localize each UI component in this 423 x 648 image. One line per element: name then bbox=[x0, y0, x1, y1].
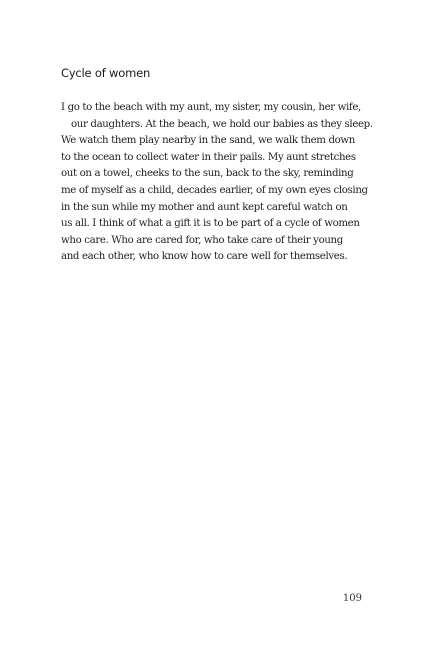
poem-line: and each other, who know how to care well for themselves. bbox=[61, 251, 348, 263]
poem-title: Cycle of women bbox=[61, 66, 151, 80]
poem-line: out on a towel, cheeks to the sun, back to the sky, reminding bbox=[61, 168, 354, 180]
poem-body bbox=[61, 100, 373, 266]
poem-line: who care. Who are cared for, who take care of their young bbox=[61, 234, 343, 246]
poem-line: in the sun while my mother and aunt kept careful watch on bbox=[61, 201, 348, 213]
poem-line: to the ocean to collect water in their pails. My aunt stretches bbox=[61, 151, 356, 163]
poem-line: me of myself as a child, decades earlier, of my own eyes closing bbox=[61, 184, 368, 196]
poem-line: I go to the beach with my aunt, my sister, my cousin, her wife, bbox=[61, 102, 361, 113]
poem-line: We watch them play nearby in the sand, we walk them down bbox=[61, 135, 355, 147]
poem-line: us all. I think of what a gift it is to be part of a cycle of women bbox=[61, 218, 360, 230]
page-number: 109 bbox=[342, 593, 362, 604]
poem-line: our daughters. At the beach, we hold our babies as they sleep. bbox=[71, 118, 373, 130]
